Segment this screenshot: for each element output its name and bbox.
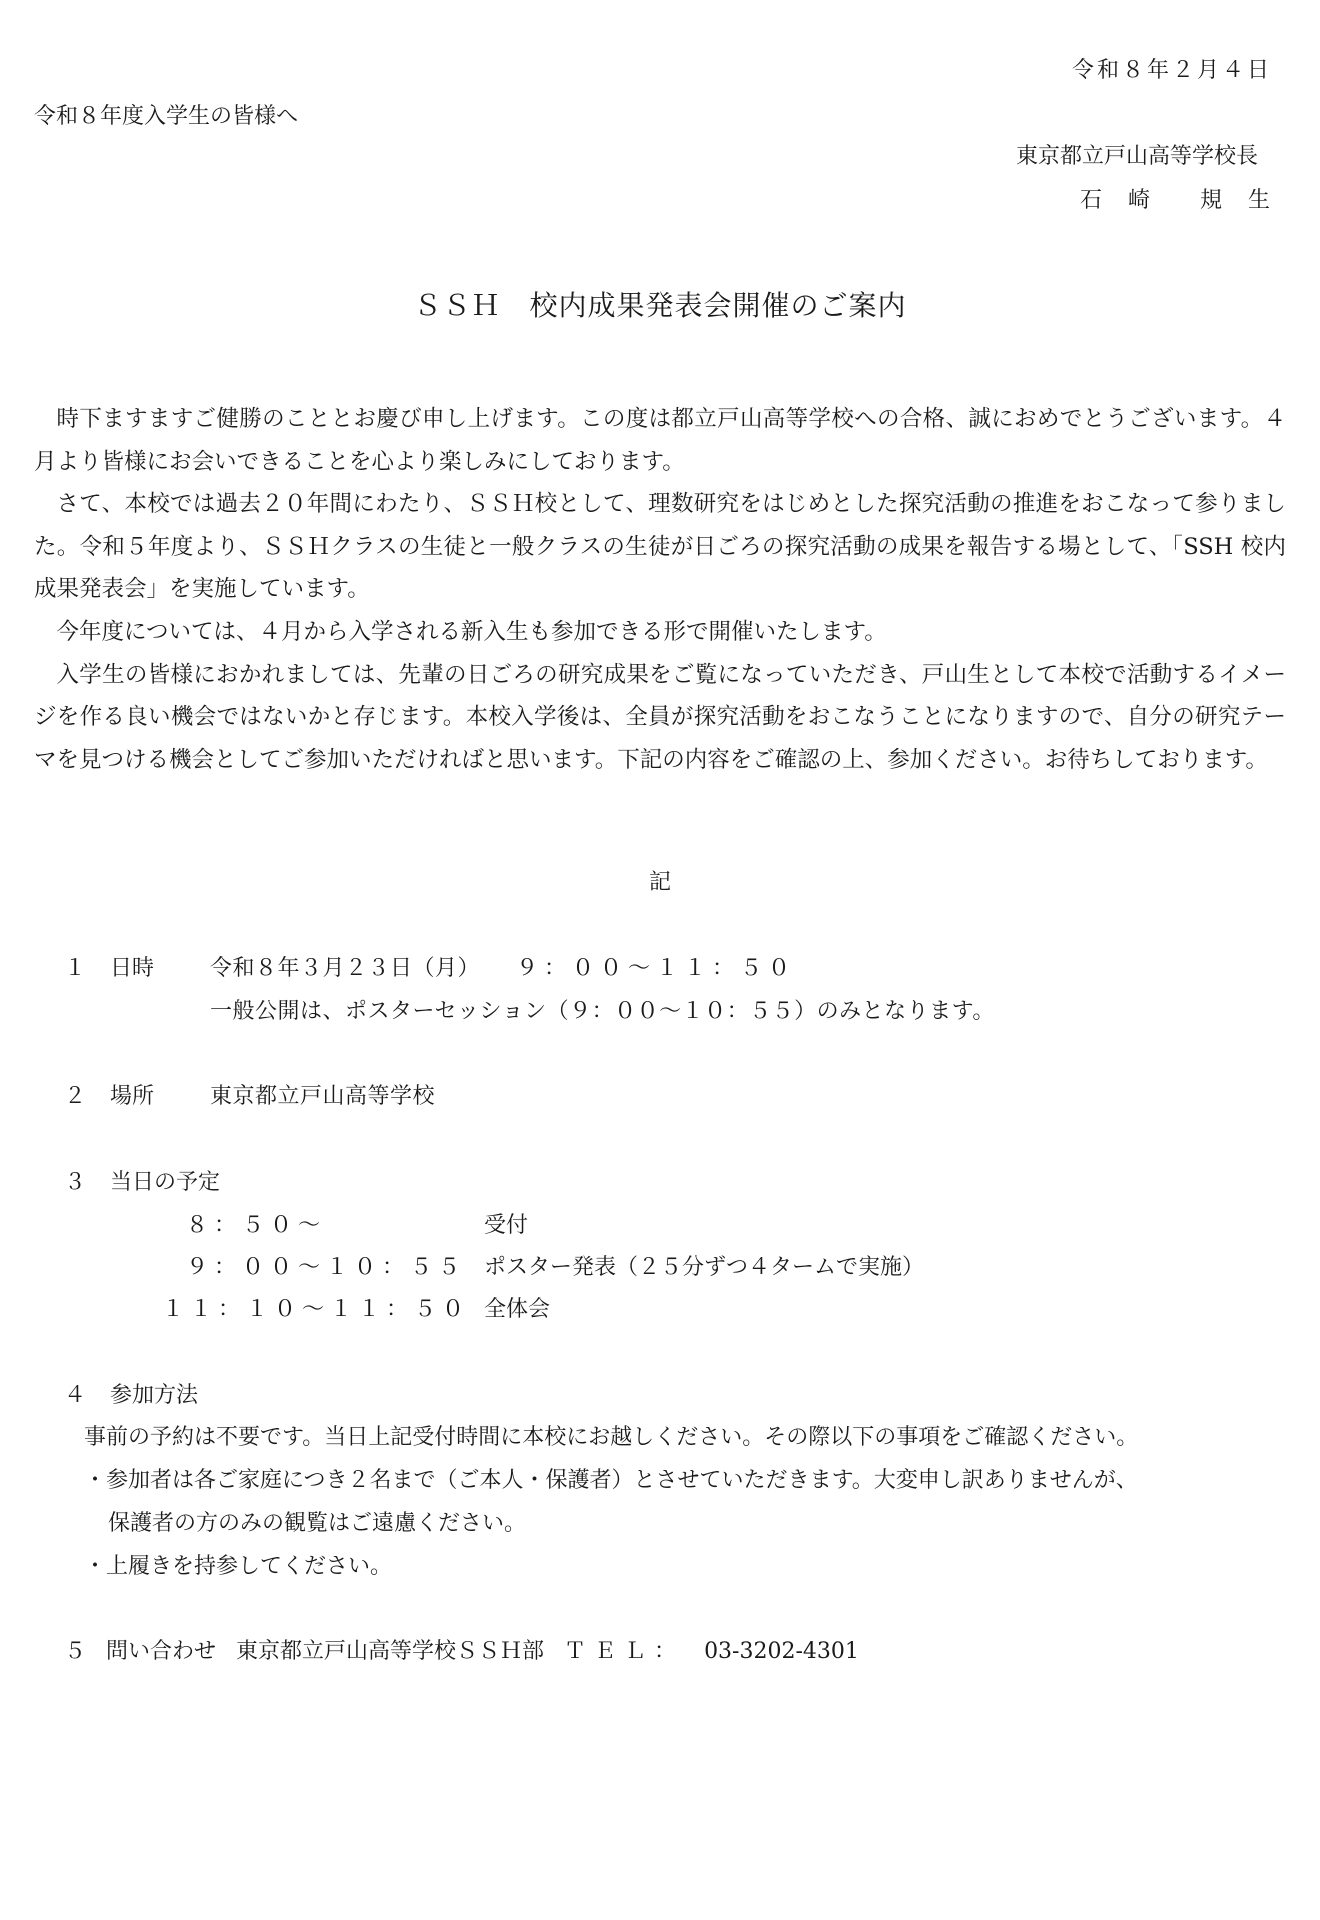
body-paragraph: 今年度については、４月から入学される新入生も参加できる形で開催いたします。 [56,618,887,645]
item-label-place: 場所 [110,1084,155,1109]
item-label-schedule: 当日の予定 [110,1170,221,1195]
item-number: ２ [64,1084,87,1109]
document-title: ＳＳＨ 校内成果発表会開催のご案内 [413,289,907,322]
event-time: ９：００～１１：５０ [516,956,797,981]
item-label-datetime: 日時 [110,956,155,981]
item-number: １ [64,956,87,981]
schedule-time: ９：００～１０：５５ [186,1255,467,1280]
ki-heading: 記 [648,870,671,895]
document-date: 令和８年２月４日 [1071,58,1272,83]
schedule-desc: 全体会 [484,1297,551,1322]
participation-bullet: ・上履きを持参してください。 [84,1554,393,1579]
item-number: ５ [64,1639,87,1664]
sender-name: 石 崎 規 生 [1079,188,1272,213]
contact-department: 東京都立戸山高等学校ＳＳＨ部 [236,1639,545,1664]
item-number: ３ [64,1170,87,1195]
participation-intro: 事前の予約は不要です。当日上記受付時間に本校にお越しください。その際以下の事項をご確認ください。 [84,1425,1139,1450]
place-value: 東京都立戸山高等学校 [210,1084,436,1109]
sender-title: 東京都立戸山高等学校長 [1015,144,1258,169]
schedule-desc: 受付 [484,1213,529,1238]
tel-label: ＴＥＬ： [564,1639,685,1664]
event-date [210,958,796,980]
public-session-note: 一般公開は、ポスターセッション（９：００～１０：５５）のみとなります。 [210,999,995,1024]
contact-tel [564,1639,879,1664]
item-label-participation: 参加方法 [110,1383,199,1408]
schedule-desc: ポスター発表（２５分ずつ４タームで実施） [484,1255,925,1280]
schedule-time: ８：５０～ [186,1213,327,1238]
body-paragraph: さて、本校では過去２０年間にわたり、ＳＳＨ校として、理数研究をはじめとした探究活動の推進をおこなって参りました。令和５年度より、ＳＳＨクラスの生徒と一般クラスの生徒が日ごろの探究活動の成果を報告する場として、「SSH 校内成果発表会」を実施しています。 [34,491,1286,603]
item-number: ４ [64,1383,87,1408]
contact-line [64,1641,879,1663]
event-date-value: 令和８年３月２３日（月） [210,956,481,981]
participation-bullet-continued: 保護者の方のみの観覧はご遠慮ください。 [108,1511,527,1536]
participation-bullet: ・参加者は各ご家庭につき２名まで（ご本人・保護者）とさせていただきます。大変申し訳ありませんが、 [84,1468,1138,1493]
addressee: 令和８年度入学生の皆様へ [34,104,299,129]
body-paragraph: 入学生の皆様におかれましては、先輩の日ごろの研究成果をご覧になっていただき、戸山生として本校で活動するイメージを作る良い機会ではないかと存じます。本校入学後は、全員が探究活動をおこなうことになりますので、自分の研究テーマを見つける機会としてご参加いただければと思います。下記の内容をご確認の上、参加ください。お待ちしております。 [34,661,1286,773]
schedule-time: １１：１０～１１：５０ [162,1297,471,1322]
body-text [34,398,1286,781]
item-label-contact: 問い合わせ [106,1639,217,1664]
body-paragraph: 時下ますますご健勝のこととお慶び申し上げます。この度は都立戸山高等学校への合格、誠におめでとうございます。４月より皆様にお会いできることを心より楽しみにしております。 [34,406,1286,475]
tel-number: 03-3202-4301 [704,1639,859,1664]
